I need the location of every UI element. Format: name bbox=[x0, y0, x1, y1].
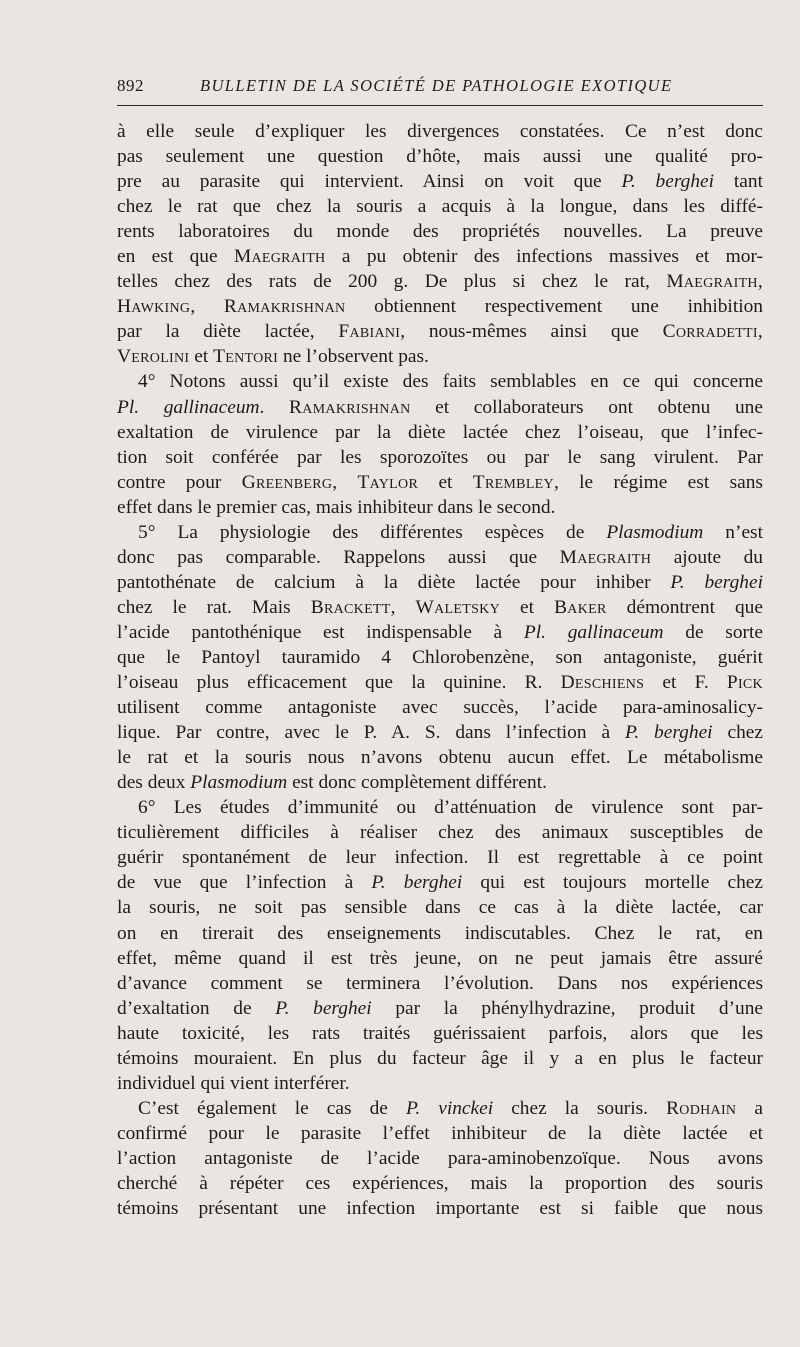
text-segment: que le Pantoyl tauramido 4 Chlorobenzène, son antagoniste, guérit bbox=[117, 646, 763, 668]
text-segment: à elle seule d’expliquer les divergences constatées. Ce n’est donc bbox=[117, 121, 763, 142]
author-name: Tentori bbox=[213, 346, 279, 368]
text-line bbox=[117, 1121, 763, 1146]
italic-term: P. berghei bbox=[621, 171, 715, 193]
author-name: Corradetti, bbox=[662, 321, 764, 343]
text-segment: effet dans le premier cas, mais inhibiteur dans le second. bbox=[117, 496, 556, 518]
text-line bbox=[117, 495, 763, 520]
text-segment: témoins présentant une infection importante est si faible que nous bbox=[117, 1198, 763, 1220]
author-name: Fabiani bbox=[338, 321, 401, 343]
text-segment: en est que bbox=[117, 246, 234, 268]
text-line bbox=[117, 845, 763, 870]
text-segment: , le régime est sans bbox=[553, 471, 763, 493]
italic-term: P. berghei bbox=[670, 571, 763, 593]
author-name: Baker bbox=[554, 596, 607, 618]
text-segment: et bbox=[189, 346, 214, 368]
text-line bbox=[117, 1096, 763, 1121]
author-name: Trembley bbox=[472, 471, 554, 493]
text-segment: et collaborateurs ont obtenu une bbox=[410, 396, 763, 418]
text-line bbox=[117, 520, 763, 545]
text-segment: pre au parasite qui intervient. Ainsi on voit que bbox=[117, 171, 622, 193]
text-segment: C’est également le cas de bbox=[138, 1097, 406, 1119]
text-segment: effet, même quand il est très jeune, on ne peut jamais être assuré bbox=[117, 947, 763, 969]
text-segment: pantothénate de calcium à la diète lactée pour inhiber bbox=[117, 571, 671, 593]
text-segment: telles chez des rats de 200 g. De plus si chez le rat, bbox=[117, 271, 667, 293]
text-line bbox=[117, 1171, 763, 1196]
italic-term: Pl. gallinaceum bbox=[523, 621, 664, 643]
text-segment: et F. bbox=[644, 672, 727, 694]
text-line bbox=[117, 870, 763, 895]
text-segment: démontrent que bbox=[606, 596, 763, 618]
header-rule bbox=[117, 105, 763, 106]
text-segment: d’avance comment se terminera l’évolution. Dans nos expériences bbox=[117, 972, 763, 994]
text-segment: par la diète lactée, bbox=[117, 321, 339, 343]
text-segment: et bbox=[500, 596, 555, 618]
italic-term: P. berghei bbox=[371, 872, 463, 894]
text-segment: tion soit conférée par les sporozoïtes ou par le sang virulent. Par bbox=[117, 446, 763, 468]
italic-term: P. vinckei bbox=[405, 1097, 494, 1119]
text-line bbox=[117, 294, 763, 319]
text-line bbox=[117, 1196, 763, 1221]
text-segment: d’exaltation de bbox=[117, 997, 276, 1019]
text-line bbox=[117, 670, 763, 695]
text-segment: pas seulement une question d’hôte, mais aussi une qualité pro- bbox=[117, 146, 763, 168]
italic-term: Pl. gallinaceum bbox=[117, 396, 260, 418]
text-line bbox=[117, 645, 763, 670]
text-segment: individuel qui vient interférer. bbox=[117, 1072, 350, 1094]
text-segment: est donc complètement différent. bbox=[287, 772, 547, 794]
text-line bbox=[117, 219, 763, 244]
text-segment: , nous-mêmes ainsi que bbox=[400, 321, 663, 343]
text-segment: chez la souris. bbox=[493, 1097, 667, 1119]
text-line bbox=[117, 445, 763, 470]
text-line bbox=[117, 620, 763, 645]
text-segment: la souris, ne soit pas sensible dans ce cas à la diète lactée, car bbox=[117, 897, 763, 919]
text-line bbox=[117, 119, 763, 144]
text-segment: rents laboratoires du monde des propriétés nouvelles. La preuve bbox=[117, 221, 763, 243]
text-line bbox=[117, 319, 763, 344]
text-line bbox=[117, 369, 763, 394]
text-line bbox=[117, 470, 763, 495]
text-segment: . bbox=[259, 396, 290, 418]
text-segment: et bbox=[418, 471, 473, 493]
text-segment: exaltation de virulence par la diète lactée chez l’oiseau, que l’infec- bbox=[117, 421, 763, 443]
text-segment: guérir spontanément de leur infection. Il est regrettable à ce point bbox=[117, 847, 763, 869]
italic-term: P. berghei bbox=[624, 722, 713, 744]
text-line bbox=[117, 344, 763, 369]
text-line bbox=[117, 570, 763, 595]
text-segment: cherché à répéter ces expériences, mais la proportion des souris bbox=[117, 1172, 763, 1194]
italic-term: Plasmodium bbox=[606, 521, 704, 543]
author-name: Pick bbox=[726, 672, 763, 694]
text-segment: de vue que l’infection à bbox=[117, 872, 372, 894]
text-segment: l’acide pantothénique est indispensable à bbox=[117, 621, 524, 643]
author-name: Hawking bbox=[117, 296, 191, 318]
author-name: Ramakrishnan bbox=[223, 296, 346, 318]
text-line bbox=[117, 269, 763, 294]
text-line bbox=[117, 1021, 763, 1046]
text-line bbox=[117, 795, 763, 820]
text-segment: , bbox=[390, 596, 416, 618]
text-line bbox=[117, 1071, 763, 1096]
text-segment: de sorte bbox=[663, 621, 763, 643]
text-line bbox=[117, 770, 763, 795]
text-segment: témoins mouraient. En plus du facteur âge il y a en plus le facteur bbox=[117, 1047, 763, 1069]
text-segment: , bbox=[332, 471, 358, 493]
text-segment: 4° Notons aussi qu’il existe des faits semblables en ce qui concerne bbox=[138, 371, 763, 393]
text-segment: qui est toujours mortelle chez bbox=[462, 872, 763, 894]
text-segment: ajoute du bbox=[651, 546, 763, 568]
text-line bbox=[117, 895, 763, 920]
text-segment: haute toxicité, les rats traités guérissaient parfois, alors que les bbox=[117, 1022, 763, 1044]
text-segment: le rat et la souris nous n’avons obtenu aucun effet. Le métabolisme bbox=[117, 747, 763, 769]
text-segment: a pu obtenir des infections massives et mor- bbox=[325, 246, 763, 268]
text-line bbox=[117, 595, 763, 620]
text-line bbox=[117, 946, 763, 971]
author-name: Greenberg bbox=[241, 471, 333, 493]
text-line bbox=[117, 720, 763, 745]
italic-term: P. berghei bbox=[275, 997, 372, 1019]
italic-term: Plasmodium bbox=[190, 772, 288, 794]
text-segment: l’action antagoniste de l’acide para-aminobenzoïque. Nous avons bbox=[117, 1147, 763, 1169]
text-line bbox=[117, 1146, 763, 1171]
text-segment: tant bbox=[714, 171, 763, 193]
text-segment: 6° Les études d’immunité ou d’atténuation de virulence sont par- bbox=[138, 797, 763, 819]
text-segment: , bbox=[190, 296, 224, 318]
journal-title: BULLETIN DE LA SOCIÉTÉ DE PATHOLOGIE EXOTIQUE bbox=[200, 76, 673, 95]
body-text bbox=[117, 119, 763, 1221]
text-segment: chez bbox=[712, 722, 763, 744]
text-line bbox=[117, 144, 763, 169]
text-segment: chez le rat. Mais bbox=[117, 596, 311, 618]
author-name: Rodhain bbox=[666, 1097, 737, 1119]
author-name: Maegraith bbox=[233, 246, 326, 268]
text-segment: par la phénylhydrazine, produit d’une bbox=[371, 997, 763, 1019]
text-line bbox=[117, 1046, 763, 1071]
text-line bbox=[117, 971, 763, 996]
author-name: Ramakrishnan bbox=[289, 396, 411, 418]
page-number: 892 bbox=[117, 76, 144, 95]
text-line bbox=[117, 169, 763, 194]
text-line bbox=[117, 695, 763, 720]
text-segment: contre pour bbox=[117, 471, 242, 493]
author-name: Taylor bbox=[357, 471, 419, 493]
author-name: Brackett bbox=[310, 596, 391, 618]
author-name: Verolini bbox=[117, 346, 190, 368]
text-segment: a bbox=[736, 1097, 763, 1119]
text-segment: 5° La physiologie des différentes espèces de bbox=[138, 521, 607, 543]
text-segment: chez le rat que chez la souris a acquis à la longue, dans les diffé- bbox=[117, 196, 763, 218]
author-name: Maegraith, bbox=[666, 271, 763, 293]
text-line bbox=[117, 921, 763, 946]
text-segment: lique. Par contre, avec le P. A. S. dans l’infection à bbox=[117, 722, 625, 744]
text-segment: donc pas comparable. Rappelons aussi que bbox=[117, 546, 560, 568]
author-name: Deschiens bbox=[560, 672, 645, 694]
text-segment: utilisent comme antagoniste avec succès, l’acide para-aminosalicy- bbox=[117, 697, 763, 719]
text-line bbox=[117, 745, 763, 770]
author-name: Maegraith bbox=[559, 546, 652, 568]
text-segment: des deux bbox=[117, 772, 191, 794]
text-segment: l’oiseau plus efficacement que la quinine. R. bbox=[117, 672, 561, 694]
text-segment: ne l’observent pas. bbox=[278, 346, 429, 368]
text-segment: n’est bbox=[703, 521, 763, 543]
text-segment: obtiennent respectivement une inhibition bbox=[345, 296, 763, 318]
text-line bbox=[117, 996, 763, 1021]
text-segment: on en tirerait des enseignements indiscutables. Chez le rat, en bbox=[117, 922, 763, 944]
text-line bbox=[117, 420, 763, 445]
text-line bbox=[117, 194, 763, 219]
text-line bbox=[117, 820, 763, 845]
text-line bbox=[117, 395, 763, 420]
running-header bbox=[117, 76, 763, 104]
text-segment: ticulièrement difficiles à réaliser chez des animaux susceptibles de bbox=[117, 822, 763, 844]
author-name: Waletsky bbox=[415, 596, 500, 618]
text-line bbox=[117, 545, 763, 570]
text-line bbox=[117, 244, 763, 269]
text-segment: confirmé pour le parasite l’effet inhibiteur de la diète lactée et bbox=[117, 1122, 763, 1144]
